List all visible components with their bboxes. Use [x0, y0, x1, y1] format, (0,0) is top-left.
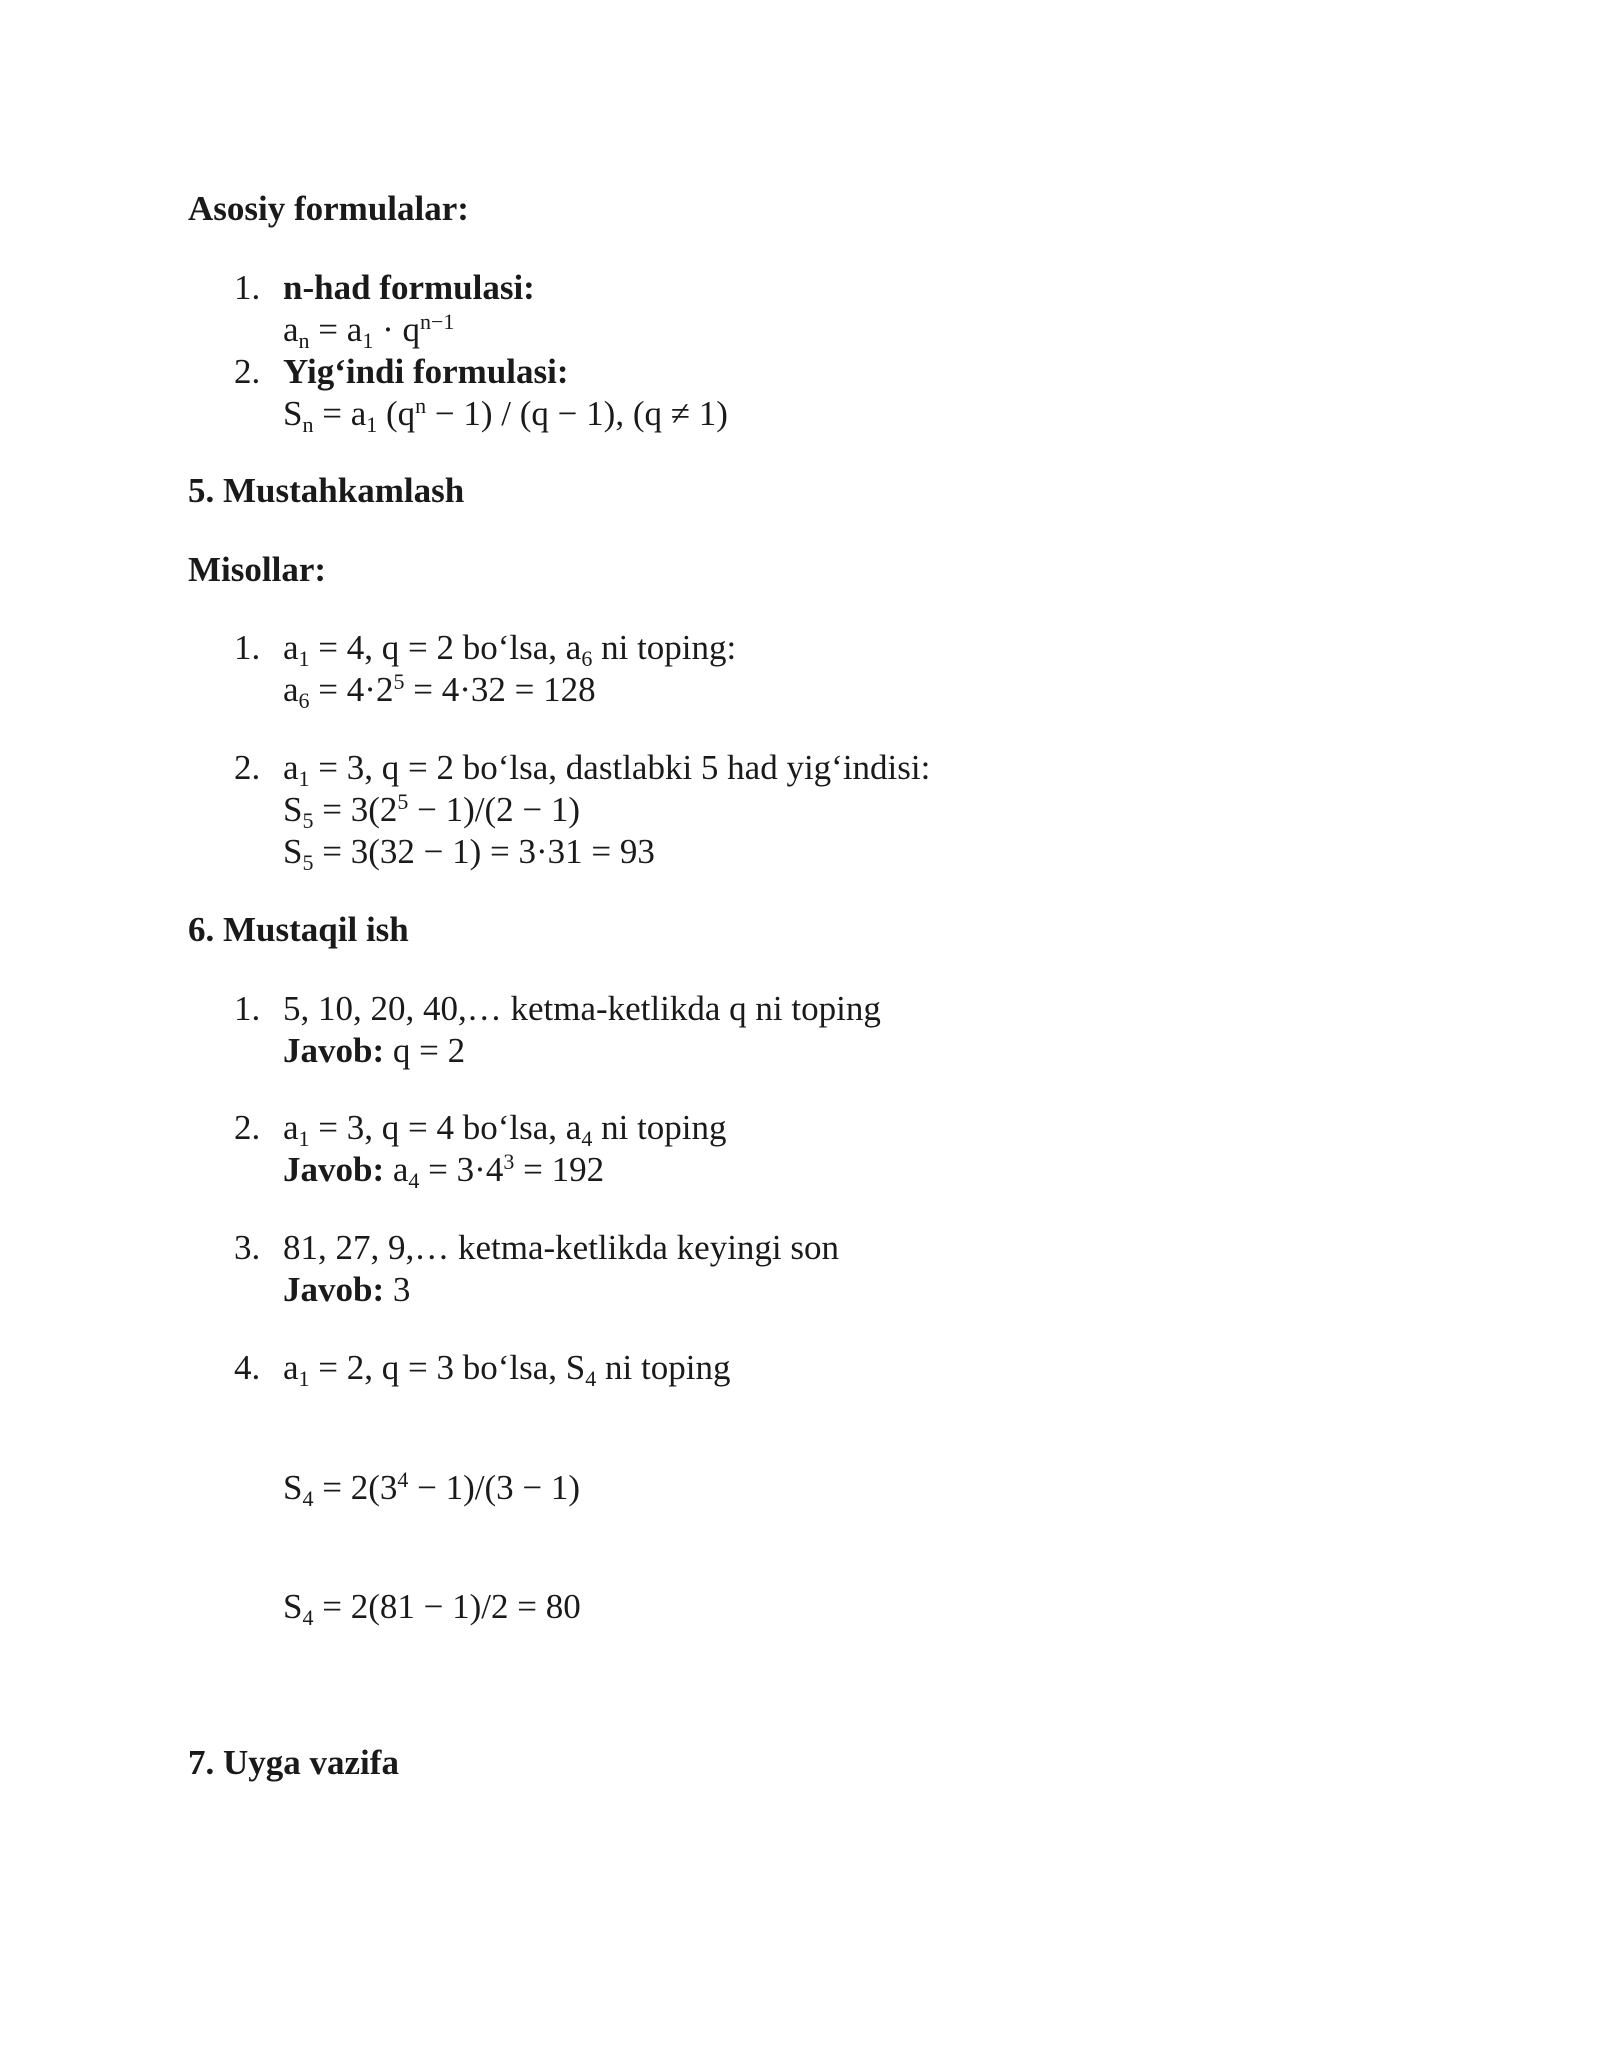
- examples-heading: Misollar:: [188, 550, 327, 589]
- example-1-number: 1.: [234, 628, 261, 667]
- formulas-heading: Asosiy formulalar:: [188, 189, 469, 228]
- task-1-answer: Javob: q = 2: [283, 1031, 466, 1070]
- task-2-question: $a_1 = 3$, q = 4 bo‘lsa, $a_4$ ni toping: [283, 1108, 727, 1151]
- task-4-question: $a_1 = 2$, q = 3 bo‘lsa, $S_4$ ni toping: [283, 1348, 731, 1391]
- formula-1-number: 1.: [234, 268, 261, 307]
- task-3-number: 3.: [234, 1228, 261, 1267]
- formula-1-expression: $a_n = a_1 \cdot q^{n-1}$: [283, 309, 455, 353]
- formula-1-title: n-had formulasi:: [283, 268, 535, 307]
- task-1-question: 5, 10, 20, 40,… ketma-ketlikda q ni toping: [283, 989, 881, 1028]
- answer-label: Javob:: [283, 1150, 385, 1189]
- task-2-answer: Javob: $a_4 = 3\cdot 4^3 = 192$: [283, 1149, 605, 1193]
- example-2-question: $a_1 = 3$, q = 2 bo‘lsa, dastlabki 5 had yig‘indisi:: [283, 748, 931, 791]
- section-6-heading: 6. Mustaqil ish: [188, 910, 409, 949]
- task-3-question: 81, 27, 9,… ketma-ketlikda keyingi son: [283, 1228, 840, 1267]
- formula-2-expression: $S_n = a_1$ $(q^n - 1) / (q - 1)$, (q ≠ 1): [283, 393, 728, 437]
- task-2-number: 2.: [234, 1108, 261, 1147]
- task-1-number: 1.: [234, 989, 261, 1028]
- formula-2-number: 2.: [234, 352, 261, 391]
- task-3-answer: Javob: 3: [283, 1270, 411, 1309]
- example-1-solution: $a_6 = 4\cdot 2^5 = 4\cdot 32 = 128$: [283, 669, 596, 713]
- example-2-number: 2.: [234, 748, 261, 787]
- task-4-solution-1: $S_4 = 2(3^4 - 1)/(3 - 1)$: [283, 1467, 581, 1511]
- example-2-solution-2: $S_5 = 3(32 - 1) = 3\cdot 31 = 93$: [283, 832, 655, 875]
- example-1-question: $a_1 = 4$, q = 2 bo‘lsa, $a_6$ ni toping:: [283, 628, 737, 671]
- answer-label: Javob:: [283, 1270, 385, 1309]
- section-7-heading: 7. Uyga vazifa: [188, 1743, 399, 1782]
- task-4-number: 4.: [234, 1348, 261, 1387]
- answer-label: Javob:: [283, 1031, 385, 1070]
- section-5-heading: 5. Mustahkamlash: [188, 471, 465, 510]
- example-2-solution-1: $S_5 = 3(2^5 - 1)/(2 - 1)$: [283, 789, 581, 833]
- task-4-solution-2: $S_4 = 2(81 - 1)/2 = 80$: [283, 1587, 581, 1630]
- formula-2-title: Yig‘indi formulasi:: [283, 352, 569, 391]
